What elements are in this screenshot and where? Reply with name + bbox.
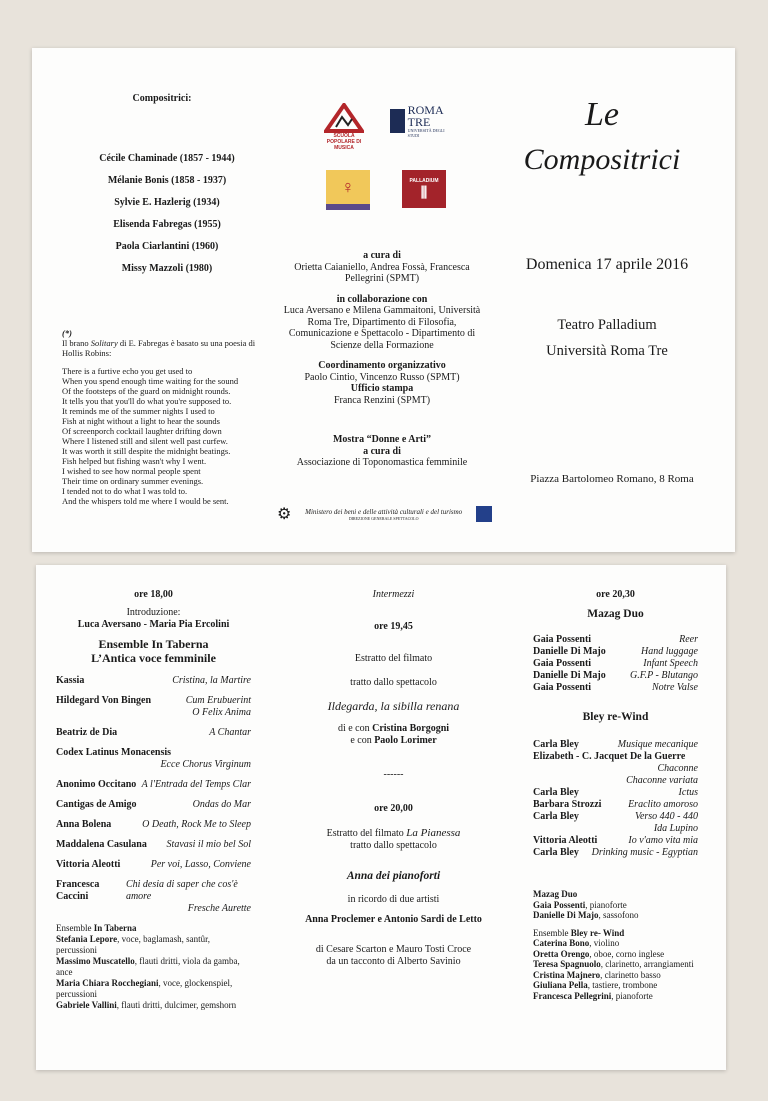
poem-line: Of screenporch cocktail laughter drifting down (62, 426, 222, 436)
text: Estratto del filmato (354, 653, 433, 664)
composer: Paola Ciarlantini (1960) (115, 241, 219, 252)
composer: Carla Bley (533, 787, 579, 798)
member (56, 956, 251, 978)
work-title: A l'Entrada del Temps Clar (141, 779, 251, 790)
intermezzi-heading: Intermezzi (372, 589, 415, 600)
composer: Beatriz de Dia (56, 727, 118, 738)
artists: Anna Proclemer e Antonio Sardi de Letto (305, 914, 482, 925)
composer: Codex Latinus Monacensis (56, 747, 172, 758)
member-name: Stefania Lepore (56, 934, 118, 944)
work-title: Chaconne (657, 763, 698, 774)
time: ore 19,45 (374, 621, 413, 632)
work-title: Infant Speech (643, 658, 698, 669)
program-item (56, 819, 251, 831)
ensemble-title: Ensemble In Taberna (98, 637, 209, 651)
program-row (533, 811, 698, 823)
program-row (533, 799, 698, 811)
member (533, 938, 698, 949)
poem-line: It reminds me of the summer nights I used to (62, 406, 215, 416)
duo-members: Mazag Duo Gaia Possenti, pianoforte Danielle Di Majo, sassofono Ensemble Bley re- Wind Caterina Bono, violino Oretta Orengo, oboe, corno inglese Teresa Spagnuolo, clarinetto, arrangiamenti Cristina Majnero, clarinetto basso Giuliana Pella, tastiere, trombone Francesca Pellegrini, pianoforte (533, 889, 698, 1001)
composer: Francesca Caccini (56, 879, 100, 902)
work-title: Eraclito amoroso (628, 799, 698, 810)
composer: Danielle Di Majo (533, 670, 606, 681)
program-item (56, 879, 251, 915)
venue-university: Università Roma Tre (546, 343, 668, 359)
member (533, 949, 698, 960)
work-title: Musique mecanique (617, 739, 698, 750)
program-item (56, 675, 251, 687)
member-name: Maria Chiara Rocchegiani (56, 978, 159, 988)
mostra-title: Mostra “Donne e Arti” (332, 434, 432, 445)
ensemble-subtitle: L’Antica voce femminile (91, 651, 216, 665)
member (533, 991, 698, 1002)
program-item (56, 799, 251, 811)
spettacolo-icon (476, 506, 492, 522)
work-title: Cristina, la Martire (172, 675, 251, 686)
venue (502, 312, 712, 364)
work-title: G.F.P - Blutango (630, 670, 698, 681)
time: ore 20,30 (596, 589, 635, 600)
member (533, 959, 698, 970)
composer: Anna Bolena (56, 819, 112, 830)
program-item (56, 779, 251, 791)
program-row (533, 634, 698, 646)
text: da un tacconto di Alberto Savinio (326, 956, 461, 967)
composer: Kassia (56, 675, 85, 686)
composer: Hildegard Von Bingen (56, 695, 152, 706)
member (56, 1000, 251, 1011)
member-role: , voce, baglamash, santûr, percussioni (56, 934, 210, 955)
work-title: O Death, Rock Me to Sleep (142, 819, 251, 830)
text: in ricordo di due artisti (347, 894, 440, 905)
program-left (56, 589, 251, 1011)
program-row (533, 739, 698, 751)
member-role: , clarinetto basso (600, 969, 661, 980)
poem-line: When you spend enough time waiting for the sound (62, 376, 239, 386)
poem-line: Of the footsteps of the guard on midnight rounds. (62, 386, 231, 396)
bley-title: Bley re-Wind (582, 711, 649, 723)
composer: Anonimo Occitano (56, 779, 137, 790)
poem-line: It was worth it still despite the midnight beatings. (62, 446, 231, 456)
work-title: Ondas do Mar (192, 799, 251, 810)
member-role: , flauti dritti, viola da gamba, ance (56, 956, 240, 977)
work-title: Fresche Aurette (187, 903, 251, 914)
work-title: Ecce Chorus Virginum (160, 759, 251, 770)
credit-text: Franca Renzini (SPMT) (333, 394, 431, 406)
member-role: , voce, glockenspiel, percussioni (56, 978, 233, 999)
credit-label: a cura di (363, 250, 401, 261)
member-name: Caterina Bono (533, 938, 590, 948)
composer: Carla Bley (533, 811, 579, 822)
film-title: Ildegarda, la sibilla renana (327, 699, 460, 713)
program-row (533, 823, 698, 835)
composer: Mélanie Bonis (1858 - 1937) (107, 175, 227, 186)
work-row (56, 839, 251, 851)
member-name: Oretta Orengo (533, 948, 590, 959)
title-compositrici: Compositrici (523, 143, 681, 176)
work-row (56, 695, 251, 707)
credits (277, 250, 487, 469)
work-title: Chaconne variata (626, 775, 698, 786)
duo-title: Mazag Duo (587, 608, 644, 620)
work-title: Ictus (678, 787, 698, 798)
member-role: , tastiere, trombone (587, 980, 658, 990)
credit-text: Luca Aversano e Milena Gammaitoni, Università Roma Tre, Dipartimento di Filosofia, Comunicazione e Spettacolo - Dipartimento di Scienze della Formazione (283, 305, 481, 351)
program-item (56, 695, 251, 719)
separator: ------ (383, 769, 404, 780)
footnote (62, 328, 262, 506)
composer: Gaia Possenti (533, 682, 592, 693)
venue-name: Teatro Palladium (557, 317, 657, 333)
note-text: Il brano Solitary di E. Fabregas è basato su una poesia di Hollis Robins: (62, 338, 256, 358)
text: tratto dallo spettacolo (350, 677, 437, 688)
work-title: Ida Lupino (653, 823, 698, 834)
scuola-logo: SCUOLA POPOLARE DI MUSICA (322, 98, 366, 156)
composers-heading: Compositrici: (132, 93, 192, 104)
composer: Vittoria Aleotti (56, 859, 121, 870)
program-right (533, 589, 698, 1001)
credit-text: Paolo Cintio, Vincenzo Russo (SPMT) (304, 371, 460, 383)
credit-label: Ufficio stampa (350, 383, 414, 394)
member-role: , violino (589, 938, 620, 948)
composer: Gaia Possenti (533, 658, 592, 669)
composer: Cécile Chaminade (1857 - 1944) (99, 153, 235, 164)
member-role: , clarinetto, arrangiamenti (600, 959, 694, 969)
program-row (533, 847, 698, 859)
program-item (56, 839, 251, 851)
program-row (533, 751, 698, 763)
cover-sheet (32, 48, 735, 552)
work-title: Cum Erubuerint (185, 695, 251, 706)
poem-line: Their time on ordinary summer evenings. (62, 476, 204, 486)
member (56, 978, 251, 1000)
poem-line: It tells you that you'll do what you're supposed to. (62, 396, 232, 406)
work-title: Drinking music - Egyptian (591, 847, 698, 858)
composer: Barbara Strozzi (533, 799, 602, 810)
poem-line: I tended not to do what I was told to. (62, 486, 188, 496)
bley-piece-list (533, 739, 698, 859)
work-title: A Chantar (209, 727, 251, 738)
work-title: Stavasi il mio bel Sol (166, 839, 251, 850)
note-mark: (*) (62, 328, 72, 338)
composer: Maddalena Casulana (56, 839, 147, 850)
composer: Sylvie E. Hazlerig (1934) (114, 197, 220, 208)
work-row (56, 799, 251, 811)
program-item (56, 727, 251, 739)
member (533, 970, 698, 981)
work-row (56, 819, 251, 831)
poem-line: Fish helped but fishing wasn't why I went. (62, 456, 207, 466)
member-name: Cristina Majnero (533, 969, 601, 980)
time: ore 20,00 (374, 803, 413, 814)
ministero-logo: ⚙ Ministero dei beni e delle attività culturali e del turismo DIREZIONE GENERALE SPETTACOLO (277, 504, 492, 524)
event-date: Domenica 17 aprile 2016 (525, 256, 689, 273)
program-row (533, 763, 698, 775)
program-sheet (36, 565, 726, 1070)
intro-names: Luca Aversano - Maria Pia Ercolini (77, 619, 230, 630)
poem-line: Where I listened still and silent well past curfew. (62, 436, 228, 446)
program-row (533, 787, 698, 799)
emblem-icon: ⚙ (277, 506, 292, 523)
address: Piazza Bartolomeo Romano, 8 Roma (530, 473, 694, 485)
roma-tre-logo: ROMA TRE UNIVERSITÀ DEGLI STUDI (390, 103, 452, 139)
composer: Carla Bley (533, 739, 579, 750)
text: tratto dallo spettacolo (350, 840, 437, 851)
program-row (533, 670, 698, 682)
work-title: Verso 440 - 440 (634, 811, 698, 822)
member-name: Danielle Di Majo (533, 910, 599, 920)
composer: Danielle Di Majo (533, 646, 606, 657)
poem-line: I wished to see how normal people spent (62, 466, 201, 476)
work-row (56, 727, 251, 739)
member-name: Giuliana Pella (533, 980, 588, 990)
credit-label: in collaborazione con (336, 293, 428, 305)
piece-list (56, 675, 251, 915)
program-item (56, 859, 251, 871)
member-name: Gabriele Vallini (56, 1000, 117, 1010)
program-row (533, 682, 698, 694)
poem-line: Fish at night without a light to hear the sounds (62, 416, 220, 426)
mostra-org: Associazione di Toponomastica femminile (296, 457, 468, 468)
member-role: , flauti dritti, dulcimer, gemshorn (116, 1000, 237, 1010)
work-title: Hand luggage (641, 646, 698, 657)
member (533, 980, 698, 991)
duo-piece-list (533, 634, 698, 694)
member (533, 900, 698, 911)
members: Ensemble In Taberna Stefania Lepore, voce, baglamash, santûr, percussioni Massimo Muscatello, flauti dritti, viola da gamba, ance Maria Chiara Rocchegiani, voce, glockenspiel, percussioni Gabriele Vallini, flauti dritti, dulcimer, gemshorn (56, 923, 251, 1011)
film-title: Anna dei pianoforti (346, 870, 441, 882)
work-row (56, 903, 251, 915)
toponomastica-logo: ♀ (326, 170, 370, 210)
program-row (533, 658, 698, 670)
work-row (56, 707, 251, 719)
work-row (56, 759, 251, 771)
member-role: , pianoforte (585, 899, 627, 910)
program-row (533, 835, 698, 847)
member (533, 910, 698, 921)
program-row (533, 646, 698, 658)
credit-text: Orietta Caianiello, Andrea Fossà, Francesca Pellegrini (SPMT) (294, 261, 470, 284)
member-role: , oboe, corno inglese (589, 948, 665, 959)
credit-label: Coordinamento organizzativo (318, 360, 446, 371)
poem-line: And the whispers told me where I would be sent. (62, 496, 229, 506)
member-role: , sassofono (598, 910, 639, 920)
work-row (56, 879, 251, 903)
member-name: Francesca Pellegrini (533, 990, 612, 1001)
composer: Carla Bley (533, 847, 579, 858)
text: di Cesare Scarton e Mauro Tosti Croce (315, 944, 472, 955)
work-title: Chi desia di saper che cos'è amore (125, 879, 238, 902)
poem-line: There is a furtive echo you get used to (62, 366, 193, 376)
work-title: Io v'amo vita mia (628, 835, 698, 846)
composer: Elizabeth - C. Jacquet De la Guerre (533, 751, 686, 762)
work-row (56, 675, 251, 687)
member-name: Gaia Possenti (533, 899, 586, 910)
title-le: Le (585, 96, 619, 133)
palladium-logo: PALLADIUM ⫼ (402, 170, 446, 208)
member-name: Massimo Muscatello (56, 956, 135, 966)
member-name: Teresa Spagnuolo (533, 959, 601, 969)
work-row (56, 859, 251, 871)
work-title: Reer (679, 634, 698, 645)
composer: Cantigas de Amigo (56, 799, 137, 810)
work-title: Per voi, Lasso, Conviene (150, 859, 251, 870)
member (56, 934, 251, 956)
mostra-label: a cura di (363, 445, 401, 457)
work-title: O Felix Anima (192, 707, 251, 718)
work-title: Notre Valse (651, 682, 698, 693)
program-item (56, 747, 251, 771)
composer: Vittoria Aleotti (533, 835, 598, 846)
composer: Missy Mazzoli (1980) (121, 263, 213, 274)
composer: Gaia Possenti (533, 634, 592, 645)
program-center: Intermezzi ore 19,45 Estratto del filmato tratto dallo spettacolo Ildegarda, la sibilla renana di e con Cristina Borgogni e con Paolo Lorimer ------ ore 20,00 Estratto del filmato La Pianessa tratto dallo spettacolo Anna dei pianoforti in ricordo di due artisti Anna Proclemer e Antonio Sardi de Letto di Cesare Scarton e Mauro Tosti Croce da un tacconto di Alberto Savinio (291, 589, 496, 968)
composer-list (57, 153, 277, 285)
time: ore 18,00 (134, 589, 173, 600)
program-row (533, 775, 698, 787)
work-row (56, 779, 251, 791)
composer: Elisenda Fabregas (1955) (113, 219, 221, 230)
member-role: , pianoforte (611, 990, 653, 1001)
intro-label: Introduzione: (126, 607, 181, 618)
poem (62, 366, 262, 506)
